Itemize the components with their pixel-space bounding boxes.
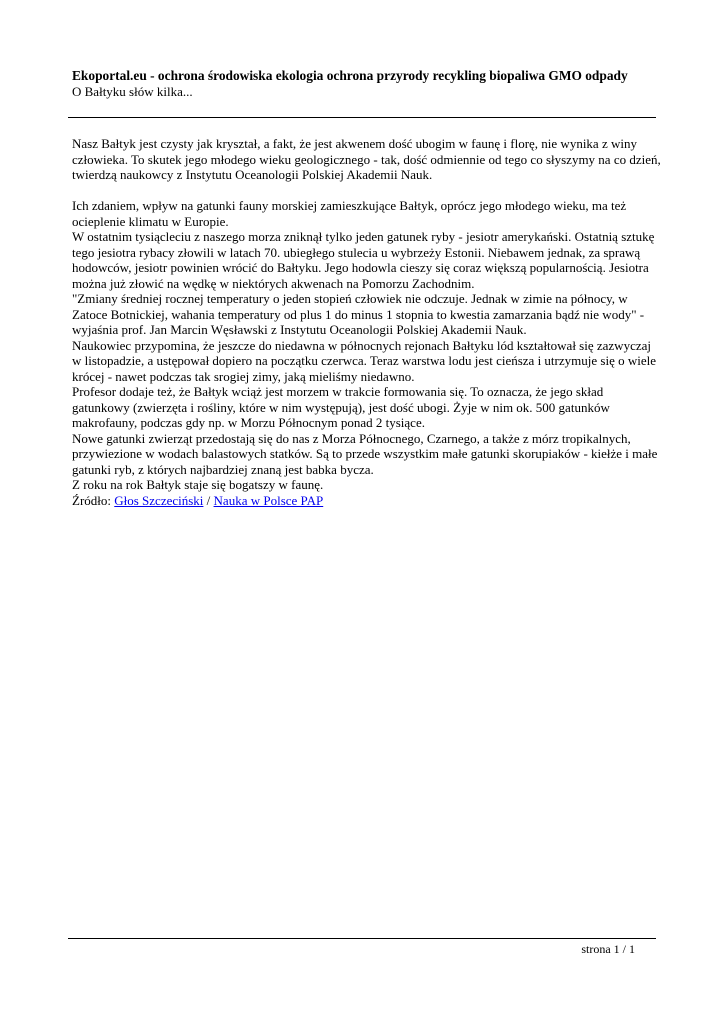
source-line <box>72 493 662 509</box>
article-body <box>72 136 662 508</box>
footer-divider <box>68 938 656 939</box>
article-paragraph-1: Nasz Bałtyk jest czysty jak kryształ, a fakt, że jest akwenem dość ubogim w faunę i florę, nie wynika z winy człowieka. To skutek jego młodego wieku geologicznego - tak, dość odmiennie od tego co słyszymy na co dzień, twierdzą naukowcy z Instytutu Oceanologii Polskiej Akademii Nauk. <box>72 136 661 182</box>
article-paragraph-5: Naukowiec przypomina, że jeszcze do niedawna w północnych rejonach Bałtyku lód kształtował się zazwyczaj w listopadzie, a ustępował dopiero na początku czerwca. Teraz warstwa lodu jest cieńsza i utrzymuje się o wiele krócej - nawet podczas tak srogiej zimy, jaką mieliśmy niedawno. <box>72 337 656 384</box>
article-paragraph-8: Z roku na rok Bałtyk staje się bogatszy w faunę. <box>72 477 324 492</box>
header-divider <box>68 117 656 118</box>
source-label: Źródło: <box>72 492 111 508</box>
article-title: O Bałtyku słów kilka... <box>72 84 193 99</box>
article-paragraph-4: "Zmiany średniej rocznej temperatury o jeden stopień człowiek nie odczuje. Jednak w zimie na północy, w Zatoce Botnickiej, wahania temperatury od plus 1 do minus 1 stopnia to kwestia zamarzania bądź nie wody" - wyjaśnia prof. Jan Marcin Węsławski z Instytutu Oceanologii Polskiej Akademii Nauk. <box>72 291 645 337</box>
article-paragraph-6: Profesor dodaje też, że Bałtyk wciąż jest morzem w trakcie formowania się. To oznacza, że jego skład gatunkowy (zwierzęta i rośliny, które w nim występują), jest dość ubogi. Żyje w nim ok. 500 gatunków makrofauny, podczas gdy np. w Morzu Północnym ponad 2 tysiące. <box>72 384 610 430</box>
source-link-glos-szczecinski[interactable]: Głos Szczeciński <box>114 492 204 508</box>
page-header <box>72 67 662 100</box>
source-separator: / <box>206 492 211 508</box>
page-number: strona 1 / 1 <box>581 942 635 956</box>
source-link-nauka-w-polsce[interactable]: Nauka w Polsce PAP <box>213 492 324 508</box>
paragraph-spacer <box>72 183 662 199</box>
article-paragraph-2: Ich zdaniem, wpływ na gatunki fauny morskiej zamieszkujące Bałtyk, oprócz jego młodego wieku, ma też ocieplenie klimatu w Europie. <box>72 198 627 229</box>
site-title: Ekoportal.eu - ochrona środowiska ekologia ochrona przyrody recykling biopaliwa GMO odpady <box>72 68 628 83</box>
article-paragraph-3: W ostatnim tysiącleciu z naszego morza zniknął tylko jeden gatunek ryby - jesiotr amerykański. Ostatnią sztukę tego jesiotra rybacy złowili w latach 70. ubiegłego stulecia u wybrzeży Estonii. Niebawem jednak, za sprawą hodowców, jesiotr powinien wrócić do Bałtyku. Jego hodowla cieszy się coraz większą popularnością. Jesiotra można już złowić na wędkę w niektórych akwenach na Pomorzu Zachodnim. <box>72 229 655 291</box>
article-paragraph-7: Nowe gatunki zwierząt przedostają się do nas z Morza Północnego, Czarnego, a także z mórz tropikalnych, przywiezione w wodach balastowych statków. Są to przede wszystkim małe gatunki skorupiaków - kiełże i małe gatunki ryb, z których najbardziej znaną jest babka bycza. <box>72 430 658 477</box>
